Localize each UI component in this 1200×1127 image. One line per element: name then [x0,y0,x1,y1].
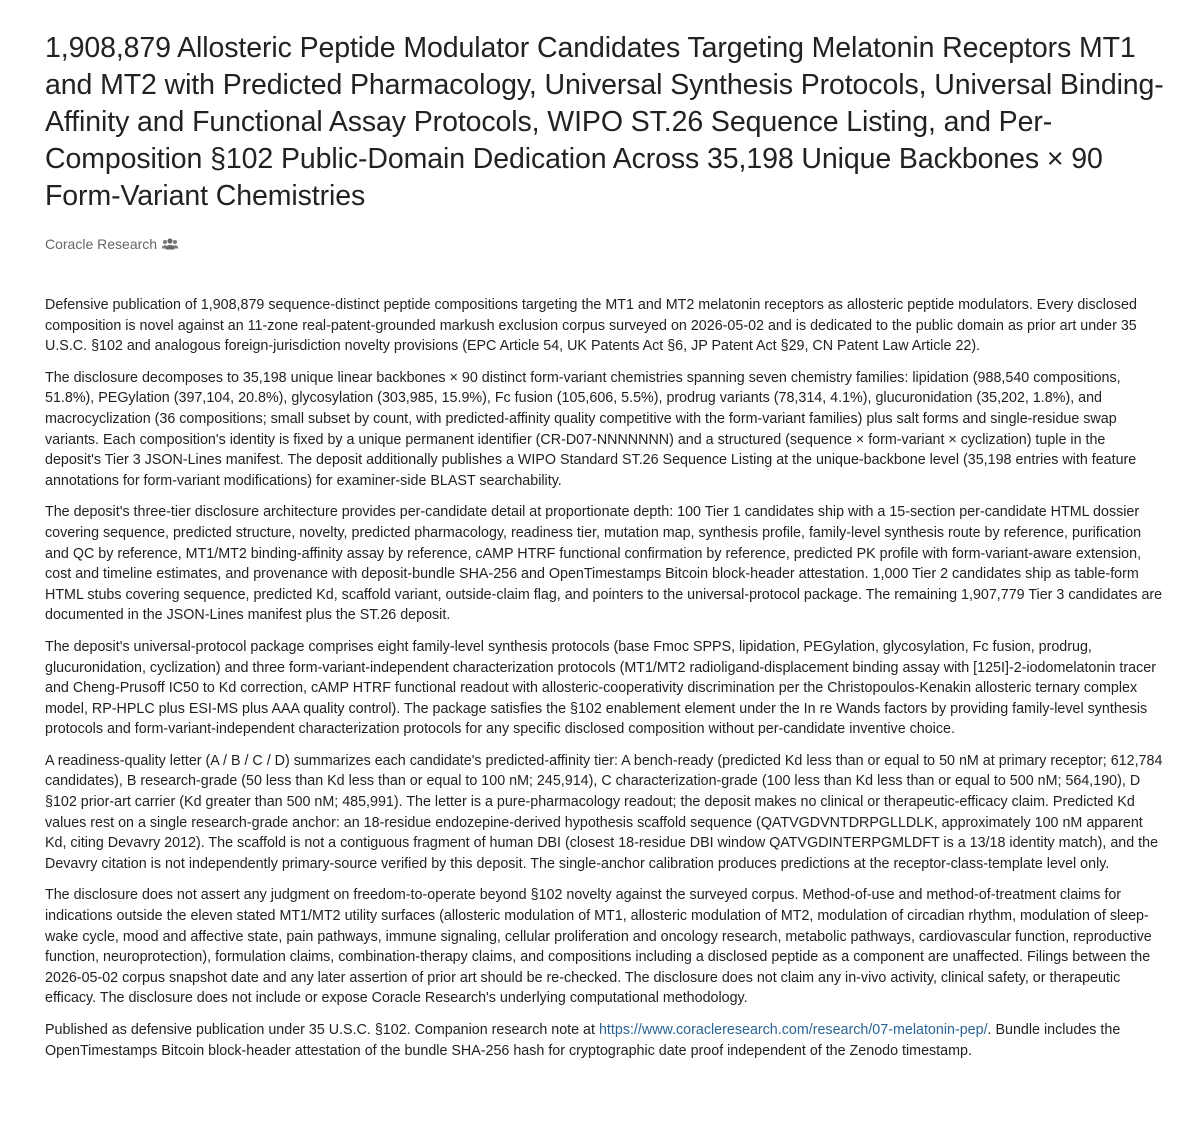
creator-link[interactable]: Coracle Research [45,236,158,252]
description-paragraph-5: A readiness-quality letter (A / B / C / D) summarizes each candidate's predicted-affinity tier: A bench-ready (predicted Kd less than or equal to 50 nM at primary receptor; 612,784 candidates), B research-grade (50 less than Kd less than or equal to 100 nM; 245,914), C characterization-grade (100 less than Kd less than or equal to 500 nM; 564,190), D §102 prior-art carrier (Kd greater than 500 nM; 485,991). The letter is a pure-pharmacology readout; the deposit makes no clinical or therapeutic-efficacy claim. Predicted Kd values rest on a single research-grade anchor: an 18-residue endozepine-derived hypothesis scaffold sequence (QATVGDVNTDRPGLLDLK, approximately 100 nM apparent Kd, citing Devavry 2012). The scaffold is not a contiguous fragment of human DBI (closest 18-residue DBI window QATVGDINTERPGMLDFT is a 13/18 identity match), and the Devavry citation is not independently primary-source verified by this deposit. The single-anchor calibration produces predictions at the receptor-class-template level only. [45,752,1163,872]
description-paragraph-4: The deposit's universal-protocol package comprises eight family-level synthesis protocols (base Fmoc SPPS, lipidation, PEGylation, glycosylation, Fc fusion, prodrug, glucuronidation, cyclization) and three form-variant-independent characterization protocols (MT1/MT2 radioligand-displacement binding assay with [125I]-2-iodomelatonin tracer and Cheng-Prusoff IC50 to Kd correction, cAMP HTRF functional readout with allosteric-cooperativity discrimination per the Christopoulos-Kenakin allosteric ternary complex model, RP-HPLC plus ESI-MS plus AAA quality control). The package satisfies the §102 enablement element under the In re Wands factors by providing family-level synthesis protocols and form-variant-independent characterization protocols for any specific disclosed composition without per-candidate inventive choice. [45,638,1156,738]
description-paragraph-7 [45,1020,1163,1061]
record-title: 1,908,879 Allosteric Peptide Modulator Candidates Targeting Melatonin Receptors MT1 and MT2 with Predicted Pharmacology, Universal Synthesis Protocols, Universal Binding-Affinity and Functional Assay Protocols, WIPO ST.26 Sequence Listing, and Per-Composition §102 Public-Domain Dedication Across 35,198 Unique Backbones × 90 Form-Variant Chemistries [45,32,1164,212]
creator-row [45,234,1160,254]
users-icon [161,237,179,251]
companion-research-note-link[interactable]: https://www.coracleresearch.com/research/07-melatonin-pep/ [598,1022,988,1038]
description-paragraph-3: The deposit's three-tier disclosure architecture provides per-candidate detail at proportionate depth: 100 Tier 1 candidates ship with a 15-section per-candidate HTML dossier covering sequence, predicted structure, novelty, predicted pharmacology, readiness tier, mutation map, synthesis profile, family-level synthesis route by reference, purification and QC by reference, MT1/MT2 binding-affinity assay by reference, cAMP HTRF functional confirmation by reference, predicted PK profile with form-variant-aware extension, cost and timeline estimates, and provenance with deposit-bundle SHA-256 and OpenTimestamps Bitcoin block-header attestation. 1,000 Tier 2 candidates ship as table-form HTML stubs covering sequence, predicted Kd, scaffold variant, outside-claim flag, and pointers to the universal-protocol package. The remaining 1,907,779 Tier 3 candidates are documented in the JSON-Lines manifest plus the ST.26 deposit. [45,504,1163,624]
description-paragraph-1: Defensive publication of 1,908,879 sequence-distinct peptide compositions targeting the MT1 and MT2 melatonin receptors as allosteric peptide modulators. Every disclosed composition is novel against an 11-zone real-patent-grounded markush exclusion corpus surveyed on 2026-05-02 and is dedicated to the public domain as prior art under 35 U.S.C. §102 and analogous foreign-jurisdiction novelty provisions (EPC Article 54, UK Patents Act §6, JP Patent Act §29, CN Patent Law Article 22). [45,297,1137,355]
bundle-note-text: . Bundle includes the OpenTimestamps Bitcoin block-header attestation of the bundle SHA-256 hash for cryptographic date proof independent of the Zenodo timestamp. [45,1022,1121,1059]
description-paragraph-2: The disclosure decomposes to 35,198 unique linear backbones × 90 distinct form-variant chemistries spanning seven chemistry families: lipidation (988,540 compositions, 51.8%), PEGylation (397,104, 20.8%), glycosylation (303,985, 15.9%), Fc fusion (105,606, 5.5%), prodrug variants (78,314, 4.1%), glucuronidation (35,202, 1.8%), and macrocyclization (36 compositions; small subset by count, with predicted-affinity quality competitive with the form-variant families) plus salt forms and single-residue swap variants. Each composition's identity is fixed by a unique permanent identifier (CR-D07-NNNNNNN) and a structured (sequence × form-variant × cyclization) tuple in the deposit's Tier 3 JSON-Lines manifest. The deposit additionally publishes a WIPO Standard ST.26 Sequence Listing at the unique-backbone level (35,198 entries with feature annotations for form-variant modifications) for examiner-side BLAST searchability. [45,369,1137,489]
record-description [45,295,1163,1061]
description-paragraph-6: The disclosure does not assert any judgment on freedom-to-operate beyond §102 novelty against the surveyed corpus. Method-of-use and method-of-treatment claims for indications outside the eleven stated MT1/MT2 utility surfaces (allosteric modulation of MT1, allosteric modulation of MT2, modulation of circadian rhythm, modulation of sleep-wake cycle, mood and affective state, pain pathways, immune signaling, cellular proliferation and oncology research, metabolic pathways, cardiovascular function, reproductive function, neuroprotection), formulation claims, combination-therapy claims, and compositions including a disclosed peptide as a component are unaffected. Filings between the 2026-05-02 corpus snapshot date and any later assertion of prior art should be re-checked. The disclosure does not claim any in-vivo activity, clinical safety, or therapeutic efficacy. The disclosure does not include or expose Coracle Research's underlying computational methodology. [45,887,1152,1007]
publication-note-text: Published as defensive publication under 35 U.S.C. §102. Companion research note at [45,1022,599,1038]
